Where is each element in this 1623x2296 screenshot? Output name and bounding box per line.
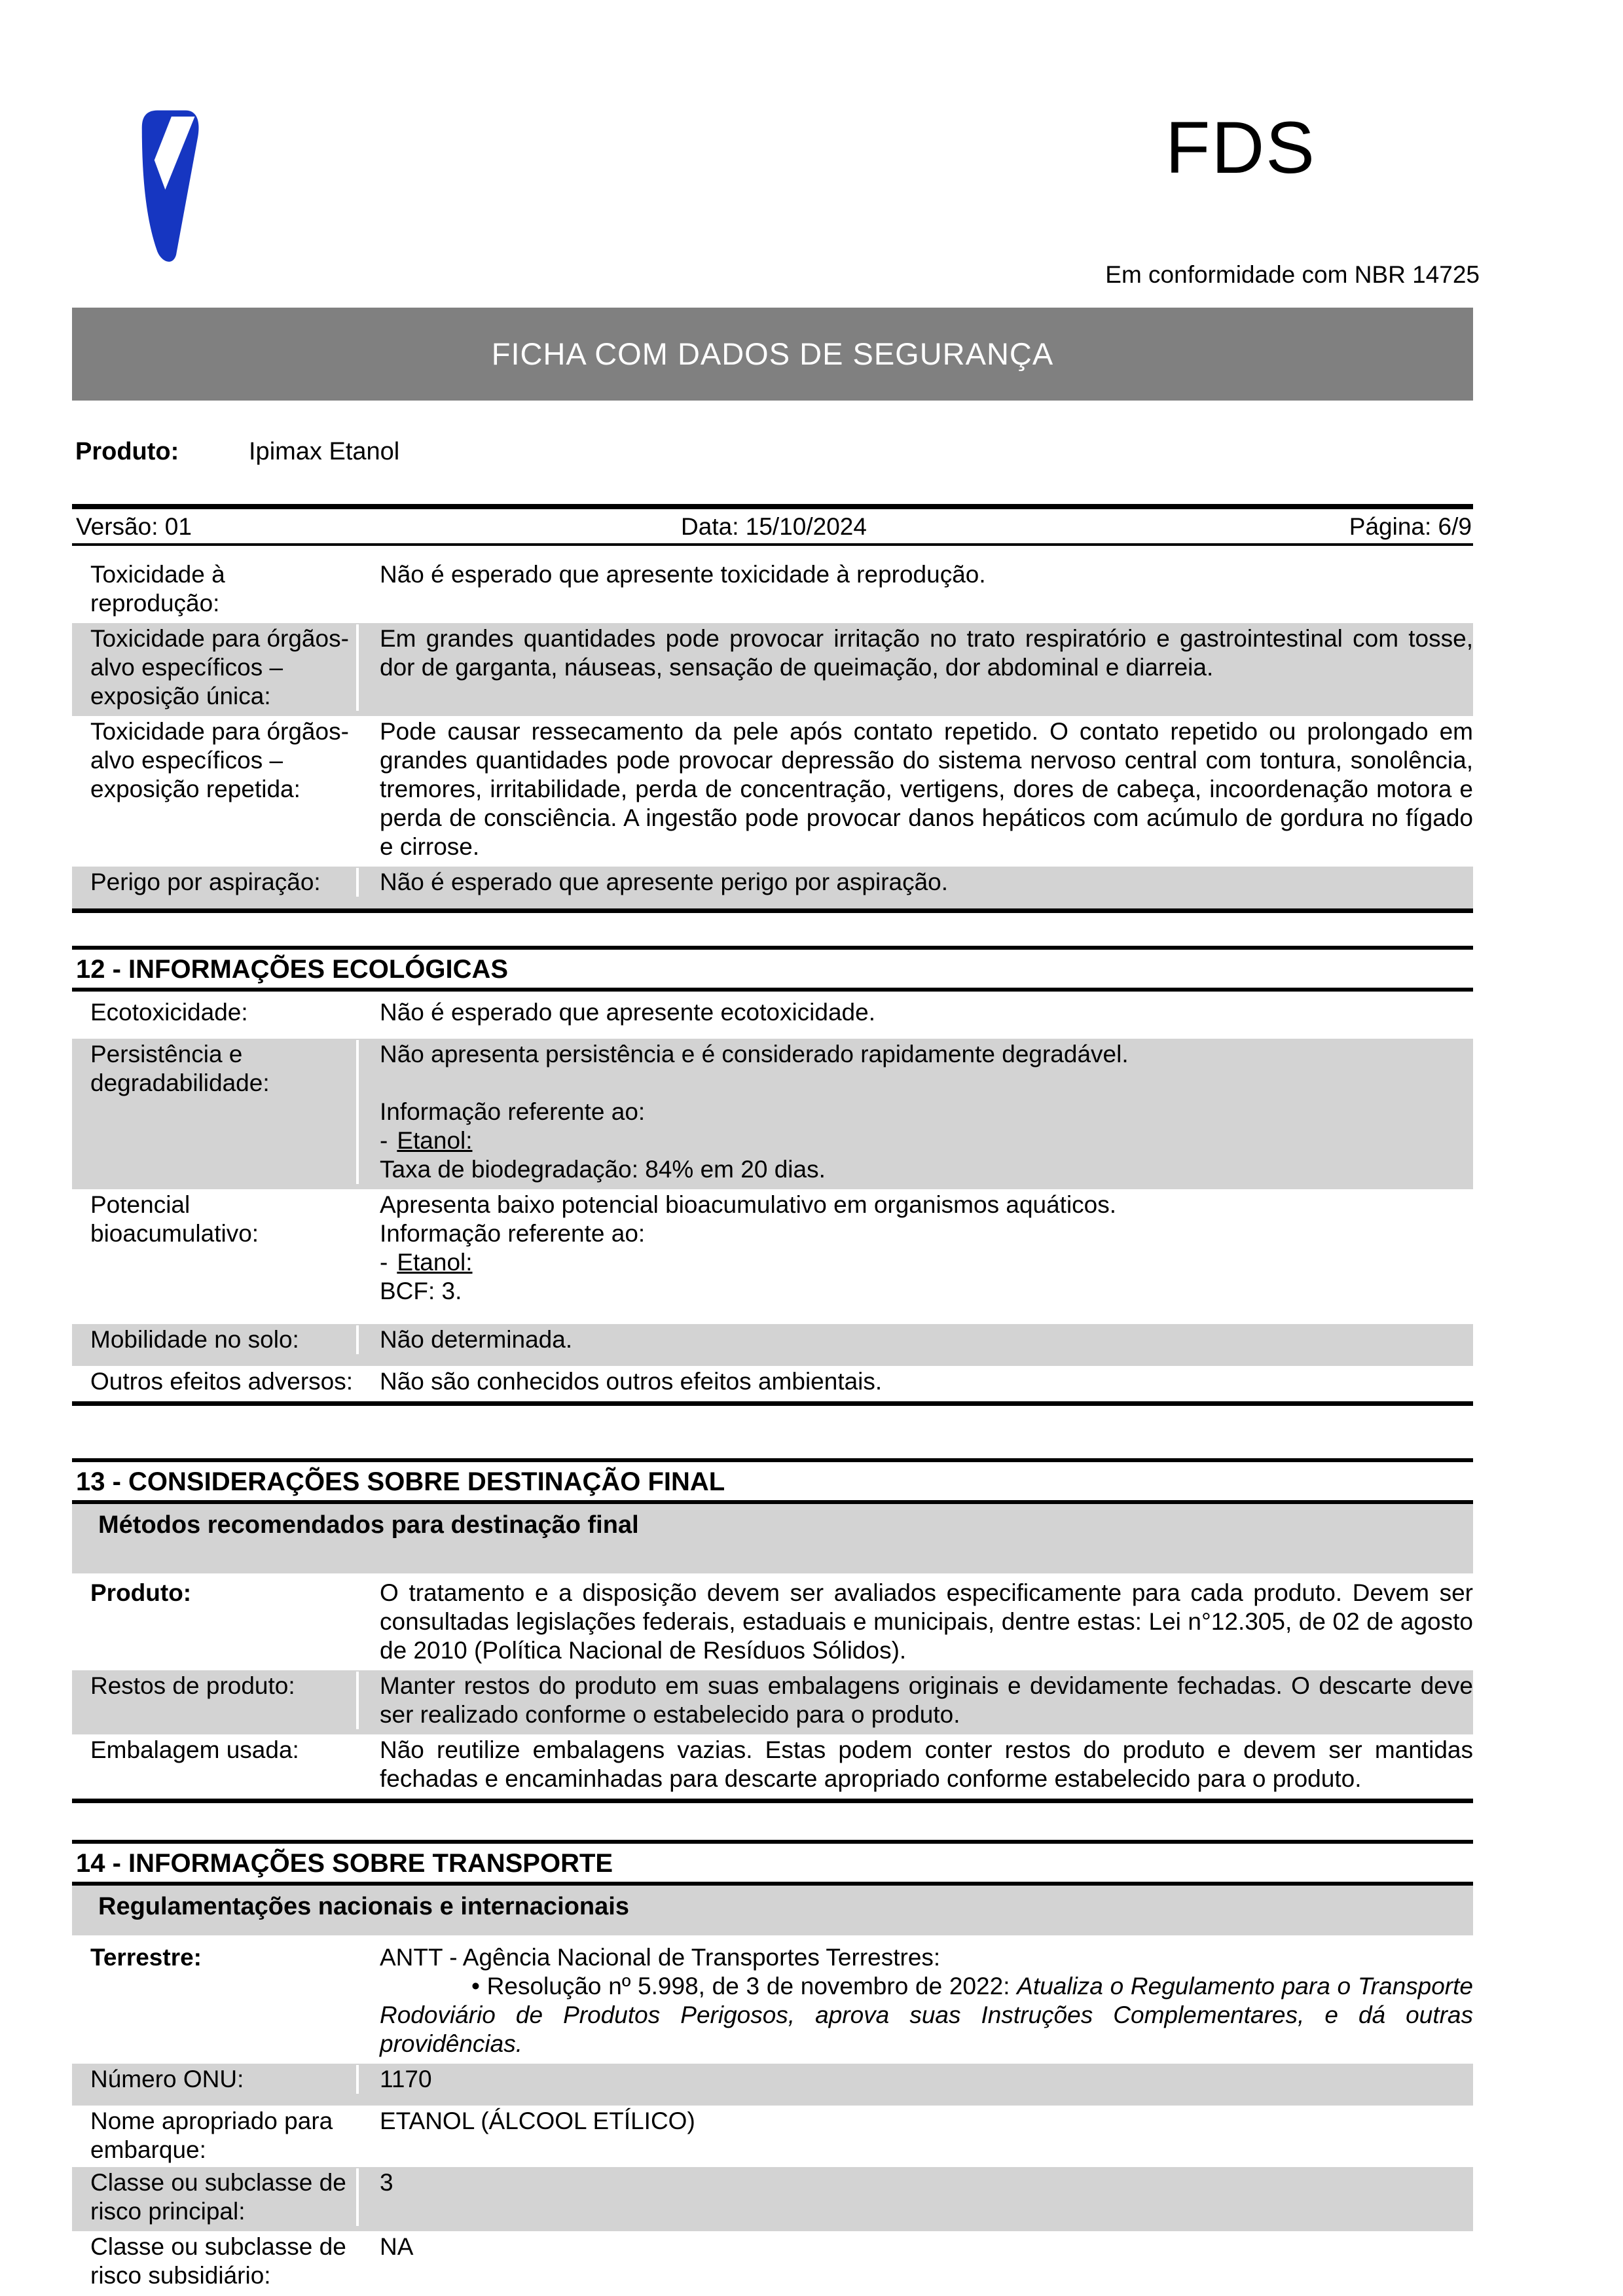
row-label: Classe ou subclasse de risco subsidiário: [72,2233,359,2290]
table-row [72,1734,1473,1799]
product-name: Ipimax Etanol [249,438,400,465]
dash: - [380,1249,388,1276]
row-value: Não é esperado que apresente ecotoxicidade. [380,999,875,1026]
row-value: Pode causar ressecamento da pele após contato repetido. O contato repetido ou prolongado em grandes quantidades pode provocar depressão do sistema nervoso central com tontura, sonolência, tremores, irritabilidade, perda de concentração, vertigens, dores de cabeça, incoordenação motora e perda de consciência. A ingestão pode provocar danos hepáticos com acúmulo de gordura no fígado e cirrose. [380,718,1473,860]
table-row [72,559,1473,623]
section-disposal [72,1458,1473,1803]
row-value [359,1943,1473,2058]
table-row [72,2231,1473,2293]
table-row [72,997,1473,1039]
section-title: 12 - INFORMAÇÕES ECOLÓGICAS [72,946,1473,992]
section-divider [72,1401,1473,1406]
table-row [72,1577,1473,1670]
meta-row [72,504,1473,546]
date-label: Data: 15/10/2024 [681,513,867,540]
row-label: Toxicidade para órgãos-alvo específicos – exposição repetida: [72,717,359,861]
value-line: BCF: 3. [380,1278,462,1304]
value-line: ANTT - Agência Nacional de Transportes Terrestres: [380,1944,941,1971]
table-row [72,867,1473,908]
row-label: Potencial bioacumulativo: [72,1191,359,1306]
substance-name: Etanol: [397,1127,473,1154]
row-value: Manter restos do produto em suas embalagens originais e devidamente fechadas. O descarte deve ser realizado conforme o estabelecido para o produto. [380,1672,1473,1728]
product-label: Produto: [75,438,179,465]
table-row [72,2064,1473,2106]
compliance-note: Em conformidade com NBR 14725 [1105,261,1480,288]
row-value [359,1191,1473,1306]
section-title: 13 - CONSIDERAÇÕES SOBRE DESTINAÇÃO FINAL [72,1458,1473,1504]
toxicology-table [72,559,1473,913]
table-row [72,2106,1473,2167]
section-title: 14 - INFORMAÇÕES SOBRE TRANSPORTE [72,1840,1473,1886]
row-label: Persistência e degradabilidade: [72,1040,359,1184]
table-row [72,623,1473,716]
row-value: Em grandes quantidades pode provocar irritação no trato respiratório e gastrointestinal com tosse, dor de garganta, náuseas, sensação de queimação, dor abdominal e diarreia. [380,625,1473,681]
value-line: Apresenta baixo potencial bioacumulativo em organismos aquáticos. [380,1191,1117,1218]
table-row [72,1189,1473,1324]
row-label: Toxicidade à reprodução: [72,560,359,618]
table-row [72,2167,1473,2231]
section-divider [72,908,1473,913]
row-label: Mobilidade no solo: [72,1325,359,1354]
blank-line [380,1069,1473,1098]
value-line [380,1126,1473,1155]
value-line: Informação referente ao: [380,1220,646,1247]
version-label: Versão: 01 [76,513,192,540]
table-row [72,716,1473,867]
table-row [72,1324,1473,1366]
table-row [72,1039,1473,1189]
regulation-bullet [380,1972,1473,2058]
section-subheader: Regulamentações nacionais e internacionais [72,1886,1473,1935]
row-label: Outros efeitos adversos: [72,1367,359,1396]
row-value: NA [380,2233,414,2260]
row-label: Toxicidade para órgãos-alvo específicos – exposição única: [72,624,359,711]
row-label: Nome apropriado para embarque: [72,2107,359,2164]
row-value: O tratamento e a disposição devem ser avaliados especificamente para cada produto. Devem ser consultadas legislações federais, estaduais e municipais, dentre estas: Lei n°12.305, de 02 de agosto de 2010 (Política Nacional de Resíduos Sólidos). [380,1579,1473,1664]
row-label: Embalagem usada: [72,1736,359,1793]
table-row [72,1670,1473,1734]
value-line: Taxa de biodegradação: 84% em 20 dias. [380,1156,826,1183]
row-value: 1170 [380,2066,432,2092]
section-ecology [72,946,1473,1406]
substance-name: Etanol: [397,1249,473,1276]
row-label: Produto: [72,1579,359,1665]
row-value: Não é esperado que apresente perigo por aspiração. [380,869,949,895]
row-value: ETANOL (ÁLCOOL ETÍLICO) [380,2108,695,2134]
title-bar-text: FICHA COM DADOS DE SEGURANÇA [491,336,1054,371]
row-label: Terrestre: [72,1943,359,2058]
row-label: Classe ou subclasse de risco principal: [72,2168,359,2226]
row-value: Não reutilize embalagens vazias. Estas podem conter restos do produto e devem ser mantidas fechadas e encaminhadas para descarte apropriado conforme estabelecido para o produto. [380,1736,1473,1792]
row-value: Não determinada. [380,1326,573,1353]
section-subheader: Métodos recomendados para destinação final [72,1504,1473,1573]
row-label: Restos de produto: [72,1672,359,1729]
bullet-text: • Resolução nº 5.998, de 3 de novembro de 2022: [471,1973,1017,2000]
value-line: Informação referente ao: [380,1098,646,1125]
page-number: Página: 6/9 [1349,513,1472,540]
value-line [380,1248,1473,1277]
doc-type-title: FDS [1165,107,1316,188]
row-value [359,1040,1473,1184]
section-transport [72,1840,1473,2293]
row-value: 3 [380,2169,393,2196]
ipiranga-logo-icon [139,108,201,265]
title-bar [72,308,1473,401]
dash: - [380,1127,388,1154]
product-line [75,437,399,466]
row-value: Não são conhecidos outros efeitos ambientais. [380,1368,883,1395]
row-label: Número ONU: [72,2065,359,2094]
row-value: Não é esperado que apresente toxicidade à reprodução. [380,561,986,588]
table-row [72,1942,1473,2064]
row-label: Ecotoxicidade: [72,998,359,1027]
document-body [72,504,1473,2293]
bullet-italic-text: Atualiza o Regulamento para o Transporte Rodoviário de Produtos Perigosos, aprova suas Instruções Complementares, e dá outras providências. [380,1973,1473,2057]
row-label: Perigo por aspiração: [72,868,359,897]
value-line: Não apresenta persistência e é considerado rapidamente degradável. [380,1041,1129,1067]
section-divider [72,1799,1473,1803]
table-row [72,1366,1473,1401]
